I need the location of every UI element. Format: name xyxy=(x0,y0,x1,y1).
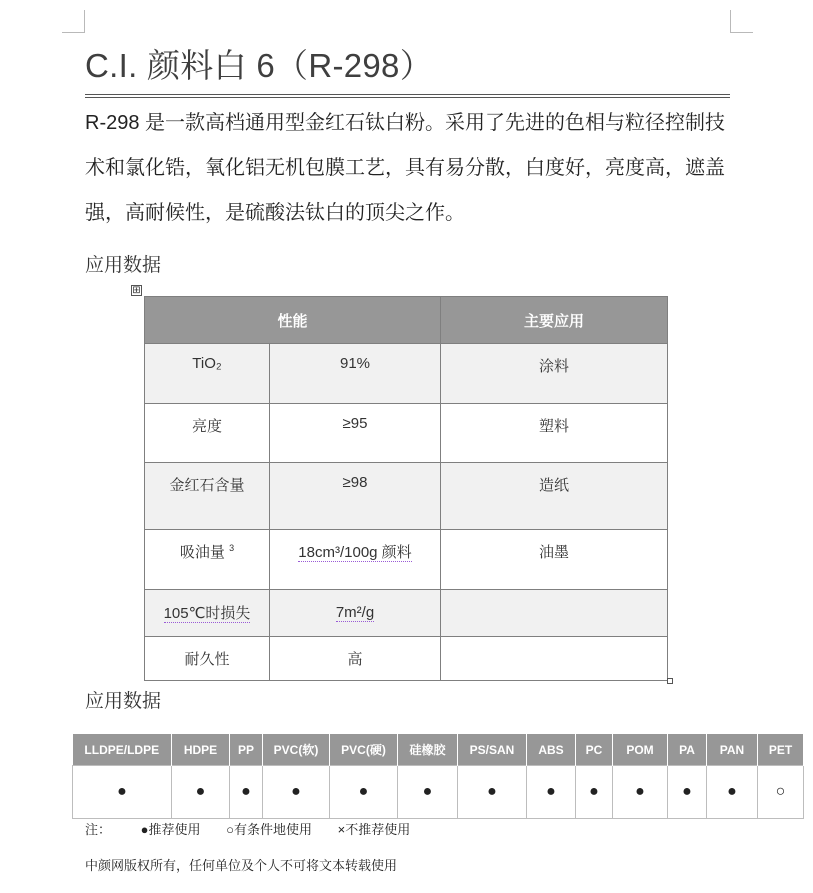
table-row xyxy=(145,404,668,463)
application-header-row xyxy=(73,734,804,766)
column-header: HDPE xyxy=(172,734,230,766)
table-row xyxy=(145,590,668,637)
application-table xyxy=(72,734,804,819)
property-value: ≥95 xyxy=(270,404,441,463)
property-name: 耐久性 xyxy=(145,637,270,681)
table-row xyxy=(145,344,668,404)
column-header: POM xyxy=(613,734,668,766)
copyright-notice: 中颜网版权所有，任何单位及个人不可将文本转载使用 xyxy=(85,858,398,873)
column-header: PET xyxy=(758,734,804,766)
column-header: PS/SAN xyxy=(458,734,527,766)
suitability-mark: ● xyxy=(527,766,576,819)
suitability-mark: ● xyxy=(707,766,758,819)
suitability-mark: ● xyxy=(398,766,458,819)
suitability-mark: ○ xyxy=(758,766,804,819)
section-heading-application-data-2: 应用数据 xyxy=(85,691,162,712)
table-row xyxy=(73,766,804,819)
property-application xyxy=(441,590,668,637)
crop-mark-right xyxy=(730,10,753,33)
property-name: 吸油量 xyxy=(179,544,225,561)
property-value: 7m²/g xyxy=(335,604,375,621)
crop-mark-left xyxy=(62,10,85,33)
properties-table xyxy=(144,296,668,681)
table-resize-handle[interactable] xyxy=(667,678,673,684)
suitability-mark: ● xyxy=(263,766,330,819)
column-header: PC xyxy=(576,734,613,766)
legend-label: 注： xyxy=(85,822,112,837)
property-value: 高 xyxy=(270,637,441,681)
legend-recommended: ●推荐使用 xyxy=(140,822,201,837)
page-title: C.I. 颜料白 6（R-298） xyxy=(85,47,434,84)
suitability-mark: ● xyxy=(172,766,230,819)
header-property: 性能 xyxy=(145,297,441,344)
header-application: 主要应用 xyxy=(441,297,668,344)
table-move-handle-icon[interactable]: ⊞ xyxy=(132,285,141,296)
section-heading-application-data: 应用数据 xyxy=(85,255,162,276)
suitability-mark: ● xyxy=(668,766,707,819)
suitability-mark: ● xyxy=(576,766,613,819)
legend-not-recommended: ×不推荐使用 xyxy=(337,822,411,837)
column-header: PVC(软) xyxy=(263,734,330,766)
property-name: 金红石含量 xyxy=(145,463,270,530)
suitability-mark: ● xyxy=(458,766,527,819)
column-header: PAN xyxy=(707,734,758,766)
property-value: ≥98 xyxy=(270,463,441,530)
property-name: TiO₂ xyxy=(145,344,270,404)
property-application: 油墨 xyxy=(441,530,668,590)
legend-conditional: ○有条件地使用 xyxy=(226,822,312,837)
property-name-cell xyxy=(145,530,270,590)
table-row xyxy=(145,637,668,681)
table-row xyxy=(145,530,668,590)
property-value-cell xyxy=(270,590,441,637)
property-application xyxy=(441,637,668,681)
property-name-cell xyxy=(145,590,270,637)
property-name-superscript: 3 xyxy=(229,543,235,553)
title-double-rule xyxy=(85,94,730,98)
intro-paragraph: R-298 是一款高档通用型金红石钛白粉。采用了先进的色相与粒径控制技术和氯化锆，氧化铝无机包膜工艺，具有易分散，白度好，亮度高，遮盖强，高耐候性，是硫酸法钛白的顶尖之作。 xyxy=(85,112,726,224)
property-application: 造纸 xyxy=(441,463,668,530)
column-header: PP xyxy=(230,734,263,766)
suitability-mark: ● xyxy=(230,766,263,819)
properties-header-row xyxy=(145,297,668,344)
legend xyxy=(85,819,432,838)
suitability-mark: ● xyxy=(613,766,668,819)
property-value: 91% xyxy=(270,344,441,404)
property-name: 亮度 xyxy=(145,404,270,463)
column-header: PA xyxy=(668,734,707,766)
property-value-cell xyxy=(270,530,441,590)
property-value: 18cm³/100g 颜料 xyxy=(298,544,412,561)
table-row xyxy=(145,463,668,530)
property-application: 涂料 xyxy=(441,344,668,404)
property-name: 105℃时损失 xyxy=(163,605,251,622)
suitability-mark: ● xyxy=(330,766,398,819)
suitability-mark: ● xyxy=(73,766,172,819)
column-header: ABS xyxy=(527,734,576,766)
column-header: PVC(硬) xyxy=(330,734,398,766)
column-header: LLDPE/LDPE xyxy=(73,734,172,766)
column-header: 硅橡胶 xyxy=(398,734,458,766)
property-application: 塑料 xyxy=(441,404,668,463)
